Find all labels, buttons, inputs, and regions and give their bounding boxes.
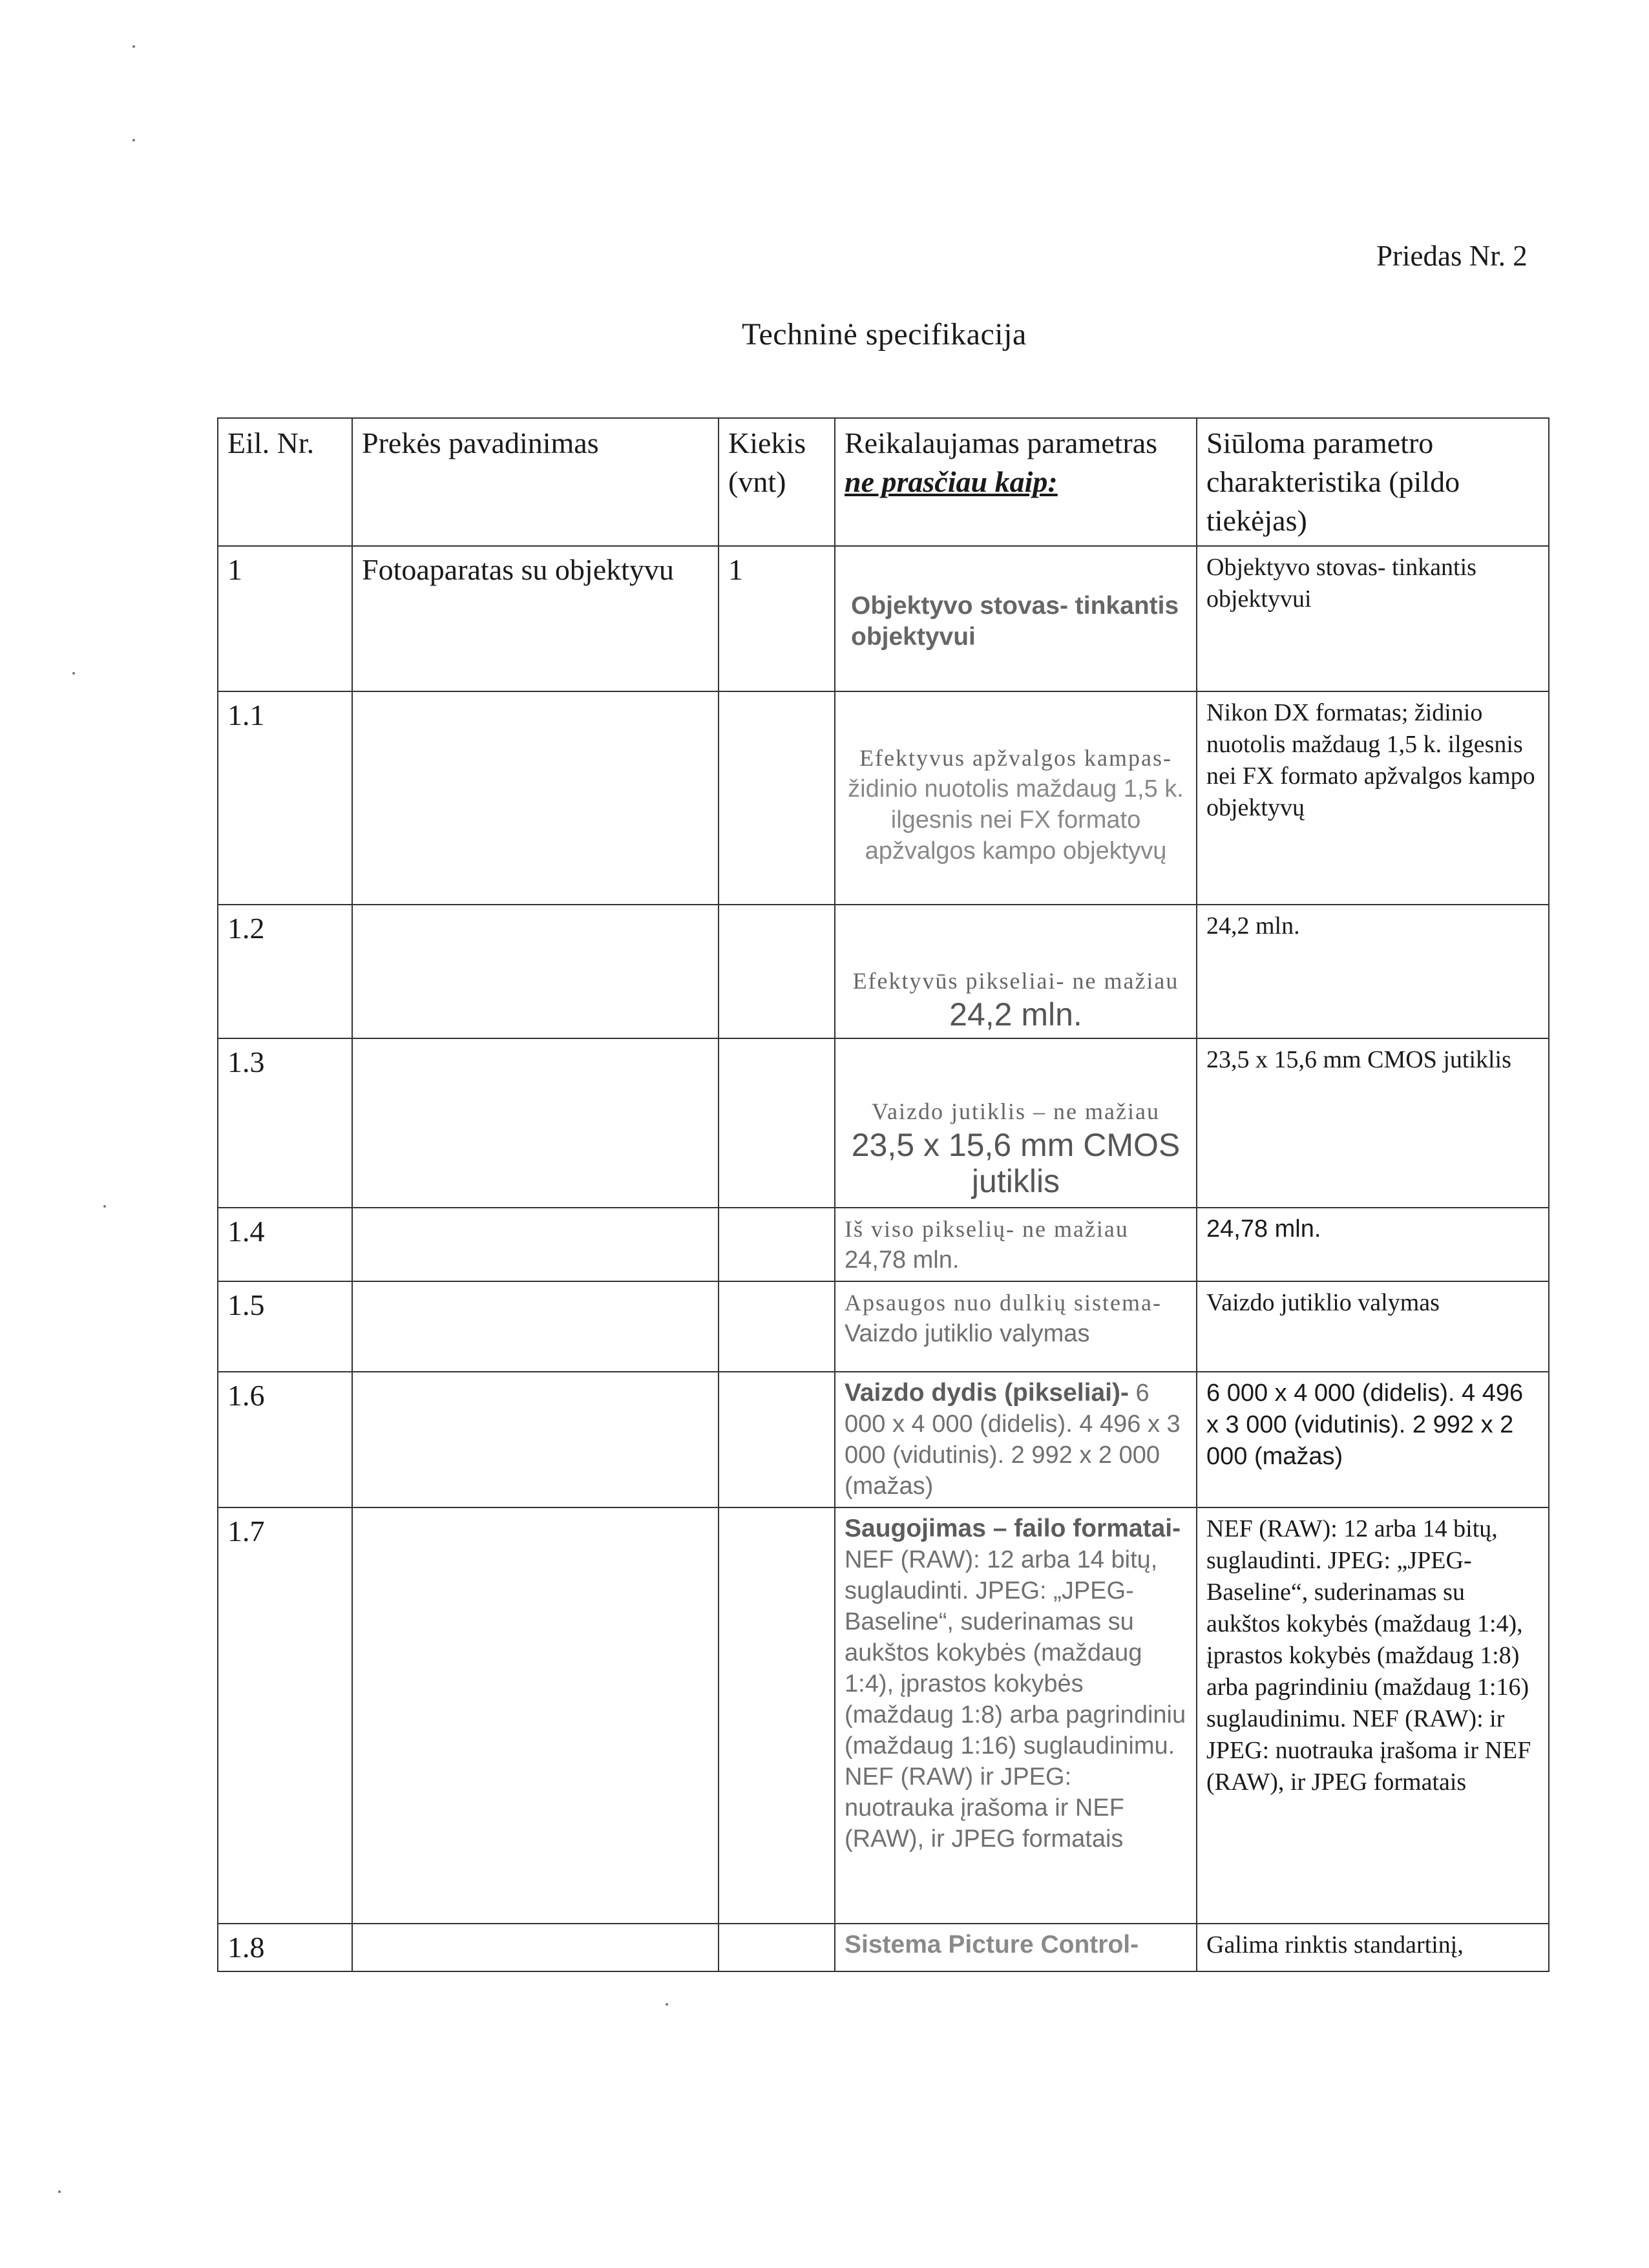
scan-speck (132, 139, 135, 142)
row-requirement (835, 1208, 1197, 1281)
row-number: 1.6 (218, 1372, 352, 1507)
requirement-value: 24,2 mln. (949, 996, 1082, 1033)
table-header-row (218, 418, 1549, 546)
row-item-name (352, 1372, 719, 1507)
requirement-text (845, 697, 1187, 866)
row-quantity: 1 (719, 546, 835, 691)
row-number: 1.7 (218, 1507, 352, 1924)
row-requirement (835, 546, 1197, 691)
row-offer: NEF (RAW): 12 arba 14 bitų, suglaudinti. JPEG: „JPEG-Baseline“, suderinamas su aukštos kokybės (maždaug 1:4), įprastos kokybės (maždaug 1:8) arba pagrindiniu (maždaug 1:16) suglaudinimu. NEF (RAW): ir JPEG: nuotrauka įrašoma ir NEF (RAW), ir JPEG formatais (1197, 1507, 1549, 1924)
row-offer: 24,78 mln. (1197, 1208, 1549, 1281)
scan-speck (132, 45, 135, 48)
row-offer: Objektyvo stovas- tinkantis objektyvui (1197, 546, 1549, 691)
row-offer: 24,2 mln. (1197, 905, 1549, 1038)
table-row (218, 1507, 1549, 1924)
header-requirement-text: Reikalaujamas parametras (845, 426, 1158, 459)
row-requirement (835, 1038, 1197, 1208)
row-item-name (352, 905, 719, 1038)
row-requirement (835, 1924, 1197, 1971)
row-item-name (352, 1924, 719, 1971)
row-requirement (835, 1372, 1197, 1507)
scan-speck (103, 1205, 106, 1208)
table-row (218, 546, 1549, 691)
table-row (218, 1208, 1549, 1281)
requirement-text (845, 1213, 1187, 1276)
row-offer: Nikon DX formatas; židinio nuotolis maždaug 1,5 k. ilgesnis nei FX formato apžvalgos kampo objektyvų (1197, 691, 1549, 905)
requirement-label: Iš viso pikselių- ne mažiau (845, 1216, 1129, 1242)
table-row (218, 905, 1549, 1038)
requirement-label: Efektyvus apžvalgos kampas- (859, 745, 1172, 771)
document-title: Techninė specifikacija (742, 317, 1027, 352)
requirement-label: Apsaugos nuo dulkių sistema- (845, 1290, 1162, 1316)
row-quantity (719, 1507, 835, 1924)
requirement-text (845, 1513, 1187, 1854)
row-offer: Galima rinktis standartinį, (1197, 1924, 1549, 1971)
requirement-label: Saugojimas – failo formatai- (845, 1515, 1181, 1542)
requirement-text (845, 1378, 1187, 1502)
requirement-text: Sistema Picture Control- (845, 1931, 1139, 1958)
row-item-name (352, 691, 719, 905)
requirement-text (845, 1044, 1187, 1199)
table-row (218, 691, 1549, 905)
row-quantity (719, 905, 835, 1038)
row-item-name (352, 1038, 719, 1208)
requirement-label: Efektyvūs pikseliai- ne mažiau (852, 968, 1179, 994)
row-number: 1.1 (218, 691, 352, 905)
header-offer: Siūloma parametro charakteristika (pildo tiekėjas) (1197, 418, 1549, 546)
scan-speck (666, 2003, 668, 2006)
table-row (218, 1924, 1549, 1971)
specification-table (217, 417, 1549, 1972)
requirement-text (845, 910, 1187, 1033)
scan-speck (72, 672, 75, 675)
row-quantity (719, 691, 835, 905)
header-no: Eil. Nr. (218, 418, 352, 546)
row-item-name (352, 1507, 719, 1924)
row-number: 1 (218, 546, 352, 691)
requirement-label: Vaizdo jutiklis – ne mažiau (872, 1098, 1160, 1124)
requirement-value: židinio nuotolis maždaug 1,5 k. ilgesnis nei FX formato apžvalgos kampo objektyvų (848, 775, 1184, 865)
row-quantity (719, 1038, 835, 1208)
requirement-text: Objektyvo stovas- tinkantis objektyvui (851, 592, 1179, 651)
table-row (218, 1281, 1549, 1372)
row-requirement (835, 1281, 1197, 1372)
row-item-name (352, 1208, 719, 1281)
row-requirement (835, 691, 1197, 905)
row-item-name (352, 1281, 719, 1372)
row-quantity (719, 1924, 835, 1971)
row-number: 1.2 (218, 905, 352, 1038)
row-number: 1.8 (218, 1924, 352, 1971)
table-row (218, 1372, 1549, 1507)
annex-label: Priedas Nr. 2 (1376, 240, 1528, 272)
header-requirement (835, 418, 1197, 546)
row-requirement (835, 905, 1197, 1038)
scan-speck (58, 2190, 61, 2193)
header-requirement-emphasis: ne prasčiau kaip: (845, 465, 1058, 498)
row-item-name: Fotoaparatas su objektyvu (352, 546, 719, 691)
table-row (218, 1038, 1549, 1208)
header-qty: Kiekis (vnt) (719, 418, 835, 546)
row-number: 1.3 (218, 1038, 352, 1208)
requirement-value: 23,5 x 15,6 mm CMOS jutiklis (851, 1127, 1181, 1199)
row-quantity (719, 1372, 835, 1507)
row-offer: 6 000 x 4 000 (didelis). 4 496 x 3 000 (vidutinis). 2 992 x 2 000 (mažas) (1197, 1372, 1549, 1507)
row-number: 1.4 (218, 1208, 352, 1281)
row-quantity (719, 1208, 835, 1281)
requirement-text (845, 1287, 1187, 1349)
header-name: Prekės pavadinimas (352, 418, 719, 546)
requirement-label: Vaizdo dydis (pikseliai)- (845, 1379, 1129, 1407)
row-quantity (719, 1281, 835, 1372)
requirement-value: NEF (RAW): 12 arba 14 bitų, suglaudinti. JPEG: „JPEG-Baseline“, suderinamas su aukštos kokybės (maždaug 1:4), įprastos kokybės (maždaug 1:8) arba pagrindiniu (maždaug 1:16) suglaudinimu. NEF (RAW) ir JPEG: nuotrauka įrašoma ir NEF (RAW), ir JPEG formatais (845, 1546, 1186, 1853)
row-offer: 23,5 x 15,6 mm CMOS jutiklis (1197, 1038, 1549, 1208)
requirement-value: 6 000 x 4 000 (didelis). 4 496 x 3 000 (vidutinis). 2 992 x 2 000 (mažas) (845, 1380, 1181, 1500)
row-number: 1.5 (218, 1281, 352, 1372)
requirement-value: 24,78 mln. (845, 1246, 960, 1274)
requirement-value: Vaizdo jutiklio valymas (845, 1320, 1090, 1347)
row-offer: Vaizdo jutiklio valymas (1197, 1281, 1549, 1372)
row-requirement (835, 1507, 1197, 1924)
